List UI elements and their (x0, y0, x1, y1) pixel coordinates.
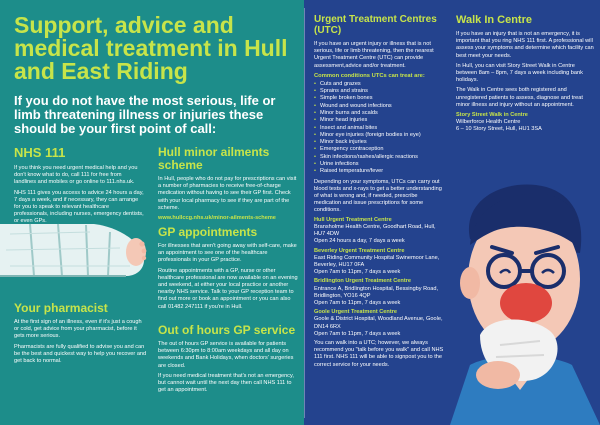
utc-conditions-list (314, 81, 444, 176)
nhs111-heading: NHS 111 (14, 145, 66, 160)
pharmacist-paragraph-2: Pharmacists are fully qualified to advise you and can be the best and quickest way to help you recover and get back to normal. (14, 343, 147, 365)
utc-section (314, 14, 444, 371)
out-of-hours-section (158, 324, 298, 397)
nhs111-paragraph-2: NHS 111 gives you access to advice 24 hours a day, 7 days a week, and if necessary, they can arrange for you to speak to relevant healthcare professionals, including nurses, emergency dentists, or even GPs. (14, 189, 144, 225)
utc-location-address: Bransholme Health Centre, Goodhart Road, Hull, HU7 4DW (314, 223, 436, 238)
minor-ailments-heading: Hull minor ailments scheme (158, 145, 270, 172)
list-item: • Emergency contraception (314, 146, 444, 153)
out-of-hours-paragraph-1: The out of hours GP service is available for patients between 6:30pm to 8:00am weekdays and all day on weekends and Bank Holidays, when doctors' surgeries are closed. (158, 341, 294, 369)
walk-in-section (456, 14, 594, 137)
gp-heading: GP appointments (158, 225, 258, 239)
list-item: • Minor burns and scalds (314, 110, 444, 117)
walk-in-location-name: Wilberforce Health Centre (456, 119, 521, 126)
out-of-hours-paragraph-2: If you need medical treatment that's not an emergency, but cannot wait until the next day then call NHS 111 to get an appointment. (158, 372, 294, 394)
walk-in-heading: Walk In Centre (456, 14, 532, 26)
utc-location-hours: Open 7am to 11pm, 7 days a week (314, 330, 401, 337)
utc-location-name: Goole Urgent Treatment Centre (314, 309, 397, 316)
utc-location-name: Hull Urgent Treatment Centre (314, 216, 392, 223)
list-item: • Insect and animal bites (314, 125, 444, 132)
page-title: Support, advice and medical treatment in Hull and East Riding (14, 12, 288, 84)
panel-divider (304, 8, 305, 418)
utc-depending-text: Depending on your symptoms, UTCs can carry out blood tests and x-rays to get a better understanding of what is wrong and, if needed, prescribe medication and issue prescriptions for some conditions. (314, 178, 442, 214)
utc-intro: If you have an urgent injury or illness that is not serious, life or limb threatening, then the nearest Urgent Treatment Centre (UTC) can provide assessment,advice and/or treatment. (314, 41, 434, 69)
utc-conditions-heading: Common conditions UTCs can treat are: (314, 72, 425, 79)
sick-person-illustration (440, 175, 600, 425)
pharmacist-section (14, 302, 148, 368)
utc-location-hours: Open 7am to 11pm, 7 days a week (314, 269, 401, 276)
utc-location-hours: Open 24 hours a day, 7 days a week (314, 238, 405, 245)
list-item: • Cuts and grazes (314, 81, 444, 88)
gp-paragraph-1: For illnesses that aren't going away with self-care, make an appointment to see one of the healthcare professionals in your GP practice. (158, 243, 297, 264)
walk-in-paragraph-2: In Hull, you can visit Story Street Walk in Centre between 8am – 8pm, 7 days a week including bank holidays. (456, 62, 583, 84)
gp-paragraph-2: Routine appointments with a GP, nurse or other healthcare professional are now available on an evening and weekend, at either your local practice or another nearby NHS service. Talk to your GP reception team to find out more or book an appointment or you can also call 01482 247111 if you're in Hull. (158, 267, 298, 310)
utc-location-address: Goole & District Hospital, Woodland Avenue, Goole, DN14 6RX (314, 316, 443, 330)
list-item: • Simple broken bones (314, 95, 444, 102)
pharmacist-paragraph-1: At the first sign of an illness, even if it's just a cough or cold, get advice from your pharmacist, before it gets more serious. (14, 319, 142, 340)
list-item: • Urine infections (314, 161, 444, 168)
utc-location-address: East Riding Community Hospital Swinemoor Lane, Beverley, HU17 0FA (314, 254, 440, 268)
walk-in-location-address: 6 – 10 Story Street, Hull, HU1 3SA (456, 126, 542, 133)
cast-leg-illustration (0, 210, 150, 300)
list-item: • Raised temperature/fever (314, 168, 444, 175)
utc-walk-in-note: You can walk into a UTC; however, we always recommend you "talk before you walk" and call NHS 111 first. NHS 111 will be able to signpost you to the correct service for your needs. (314, 339, 444, 368)
walk-in-location-heading: Story Street Walk in Centre (456, 112, 528, 119)
utc-location-name: Beverley Urgent Treatment Centre (314, 247, 405, 254)
list-item: • Wound and wound infections (314, 103, 444, 110)
utc-location-address: Entrance A, Bridlington Hospital, Bessingby Road, Bridlington, YO16 4QP (314, 285, 439, 299)
gp-section (158, 226, 298, 314)
utc-location-hours: Open 7am to 11pm, 7 days a week (314, 299, 401, 306)
list-item: • Sprains and strains (314, 88, 444, 95)
minor-ailments-section (158, 146, 298, 225)
walk-in-paragraph-1: If you have an injury that is not an emergency, it is important that you ring NHS 111 first. A professional will assess your symptoms and determine which facility can best meet your needs. (456, 31, 594, 59)
list-item: • Skin infections/rashes/allergic reactions (314, 154, 444, 161)
pharmacist-heading: Your pharmacist (14, 301, 108, 315)
page-subtitle: If you do not have the most serious, life or limb threatening illness or injuries these should be your first point of call: (14, 93, 276, 136)
list-item: • Minor head injuries (314, 117, 444, 124)
minor-ailments-link[interactable]: www.hullccg.nhs.uk/minor-ailments-scheme (158, 215, 276, 222)
minor-ailments-body: In Hull, people who do not pay for prescriptions can visit a number of pharmacies to receive free-of-charge medication without having to see their GP first. Check with your local pharmacy to see if they are part of the scheme. (158, 176, 297, 211)
out-of-hours-heading: Out of hours GP service (158, 323, 296, 337)
utc-heading: Urgent Treatment Centres (UTC) (314, 14, 437, 36)
utc-location-name: Bridlington Urgent Treatment Centre (314, 278, 411, 285)
nhs111-paragraph-1: If you think you need urgent medical help and you don't know what to do, call 111 for free from landlines and mobiles or go online to 111.nhs.uk. (14, 165, 138, 186)
list-item: • Minor eye injuries (foreign bodies in eye) (314, 132, 444, 139)
list-item: • Minor back injuries (314, 139, 444, 146)
walk-in-paragraph-3: The Walk in Centre sees both registered and unregistered patients to assess, diagnose and treat minor illness and injury without an appointment. (456, 87, 583, 108)
